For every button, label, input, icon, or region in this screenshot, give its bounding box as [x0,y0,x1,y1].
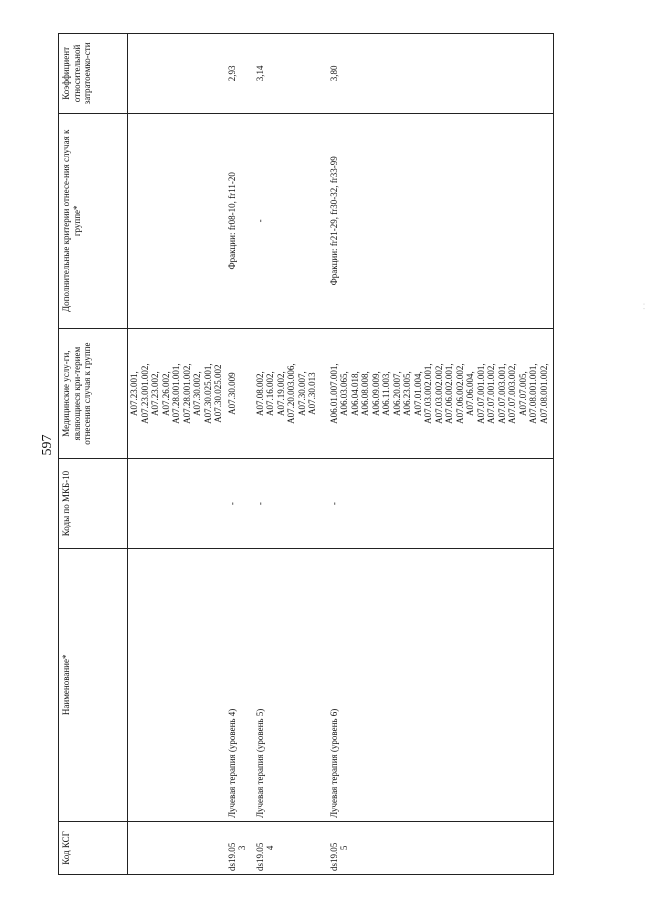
mkb-codes-cell: - [225,459,249,548]
service-code: A07.23.002, [150,371,160,416]
ksg-name-cell: Лучевая терапия (уровень 6) [319,548,554,821]
criteria-cell: - [249,113,319,328]
service-code: A07.06.004, [465,371,475,416]
medical-services-cell [249,328,319,459]
service-code: A07.30.025.001, [202,363,213,424]
table-row [249,34,319,875]
header-services: Медицинские услу-ги, являющиеся кри-терием отнесения случая к группе [59,328,128,459]
medical-services-cell [225,328,249,459]
service-code: A06.01.007.001, [328,363,339,424]
table-header-row [59,34,128,875]
header-name: Наименование* [59,548,128,821]
table-row [319,34,554,875]
header-mkb: Коды по МКБ-10 [59,459,128,548]
service-code: A06.04.018, [349,371,360,416]
service-code: A07.30.009 [226,372,237,415]
service-code: A07.30.025.002 [213,364,223,423]
service-code: A07.08.001.001, [528,363,538,424]
service-code: A06.08.008, [360,371,370,416]
scan-specks: · · [640,302,649,310]
service-code: A07.19.002, [275,371,286,416]
service-code: A06.20.007, [391,371,402,416]
service-code: A06.11.003, [381,371,391,416]
mkb-codes-cell [128,459,225,548]
service-code: A07.03.002.002, [433,363,444,424]
ksg-code-cell [128,821,225,874]
service-code: A07.07.003.001, [496,363,507,424]
header-criteria: Дополнительные критерии отнесе-ния случая к группе* [59,113,128,328]
service-code: A07.30.007, [296,371,307,416]
service-code: A07.01.004, [412,371,423,416]
service-code: A07.07.005, [517,371,528,416]
service-code: A07.28.001.001, [171,363,181,424]
header-code: Код КСГ [59,821,128,874]
ksg-name-cell [128,548,225,821]
criteria-cell [128,113,225,328]
service-code: A07.06.002.001, [444,363,454,424]
table-body [128,34,554,875]
ksg-code-cell [249,821,319,874]
criteria-cell: Фракции: fr08-10, fr11-20 [225,113,249,328]
ksg-code-line: 3 [237,845,247,851]
service-code: A07.30.013 [307,372,317,415]
header-coefficient: Коэффициент относительной затратоемко-сти [59,34,128,114]
mkb-codes-cell: - [319,459,554,548]
service-code: A07.20.003.006, [286,363,296,424]
service-code: A07.03.002.001, [423,363,433,424]
table-row [128,34,225,875]
medical-services-cell [128,328,225,459]
service-code: A07.26.002, [160,371,171,416]
service-code: A07.08.002, [254,371,265,416]
ksg-code-line: 4 [265,845,275,851]
service-code: A07.30.002, [192,371,202,416]
table-row [225,34,249,875]
page-number: 597 [40,434,55,456]
service-code: A07.07.001.001, [475,363,486,424]
ksg-code-line: ds19.05 [254,842,265,871]
service-code: A06.23.005, [402,371,412,416]
ksg-code-cell [319,821,554,874]
ksg-name-cell: Лучевая терапия (уровень 5) [249,548,319,821]
service-code: A07.16.002, [265,371,275,416]
service-code: A07.07.001.002, [486,363,496,424]
service-code: A06.03.065, [339,371,349,416]
service-code: A07.23.001, [129,371,139,416]
ksg-name-cell: Лучевая терапия (уровень 4) [225,548,249,821]
criteria-cell: Фракции: fr21-29, fr30-32, fr33-99 [319,113,554,328]
ksg-table [58,33,554,875]
ksg-code-line: ds19.05 [226,842,237,871]
coefficient-cell [128,34,225,114]
service-code: A07.23.001.002, [139,363,150,424]
service-code: A07.08.001.002, [538,363,549,424]
ksg-code-cell [225,821,249,874]
service-code: A07.06.002.002, [454,363,465,424]
coefficient-cell: 3,80 [319,34,554,114]
ksg-code-line: ds19.05 [328,842,339,871]
medical-services-cell [319,328,554,459]
ksg-code-line: 5 [339,845,349,851]
mkb-codes-cell: - [249,459,319,548]
coefficient-cell: 2,93 [225,34,249,114]
service-code: A06.09.009, [370,371,381,416]
service-code: A07.07.003.002, [507,363,517,424]
service-code: A07.28.001.002, [181,363,192,424]
coefficient-cell: 3,14 [249,34,319,114]
